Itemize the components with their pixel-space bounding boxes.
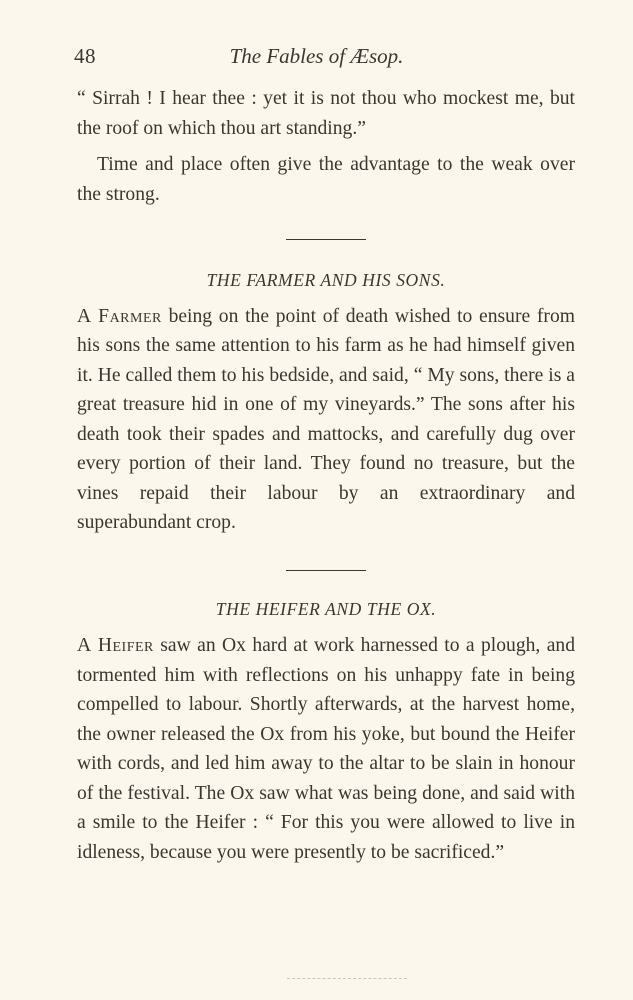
fable-title-farmer: THE FARMER AND HIS SONS.: [206, 270, 446, 290]
fable-text-farmer: being on the point of death wished to ensure from his sons the same attention to his farm as he had himself given it. He called them to his bedside, and said, “ My sons, there is a great treasure hid in one of my vineyards.” The sons after his death took their spades and mattocks, and carefully dug over every portion of their land. They found no treasure, but the vines repaid their labour by an extraordinary and superabundant crop.: [77, 305, 575, 533]
fable-paragraph-heifer: [77, 631, 575, 867]
section-divider: [286, 570, 366, 571]
running-head: [0, 44, 633, 74]
section-divider: [286, 239, 366, 240]
page-number: 48: [74, 44, 96, 68]
running-title: The Fables of Æsop.: [229, 44, 404, 68]
bottom-ornament: [287, 978, 407, 981]
fable-text-heifer: saw an Ox hard at work harnessed to a plough, and tormented him with reflections on his unhappy fate in being compelled to labour. Shortly afterwards, at the harvest home, the owner released the Ox from his yoke, but bound the Heifer with cords, and led him away to the altar to be slain in honour of the festival. The Ox saw what was being done, and said with a smile to the Heifer : “ For this you were allowed to live in idleness, because you were presently to be sacrificed.”: [77, 635, 575, 863]
opening-word: Farmer: [98, 305, 162, 327]
fable-title-heifer: THE HEIFER AND THE OX.: [215, 598, 437, 619]
opening-letter: A: [77, 305, 92, 327]
fable-paragraph-farmer: [77, 302, 575, 538]
opening-word: Heifer: [97, 635, 154, 656]
opening-letter: A: [77, 635, 92, 656]
moral-paragraph: Time and place often give the advantage to the weak over the strong.: [77, 154, 575, 205]
page-body: [77, 84, 575, 867]
continuation-paragraph: “ Sirrah ! I hear thee : yet it is not thou who mockest me, but the roof on which thou art standing.”: [77, 88, 575, 139]
